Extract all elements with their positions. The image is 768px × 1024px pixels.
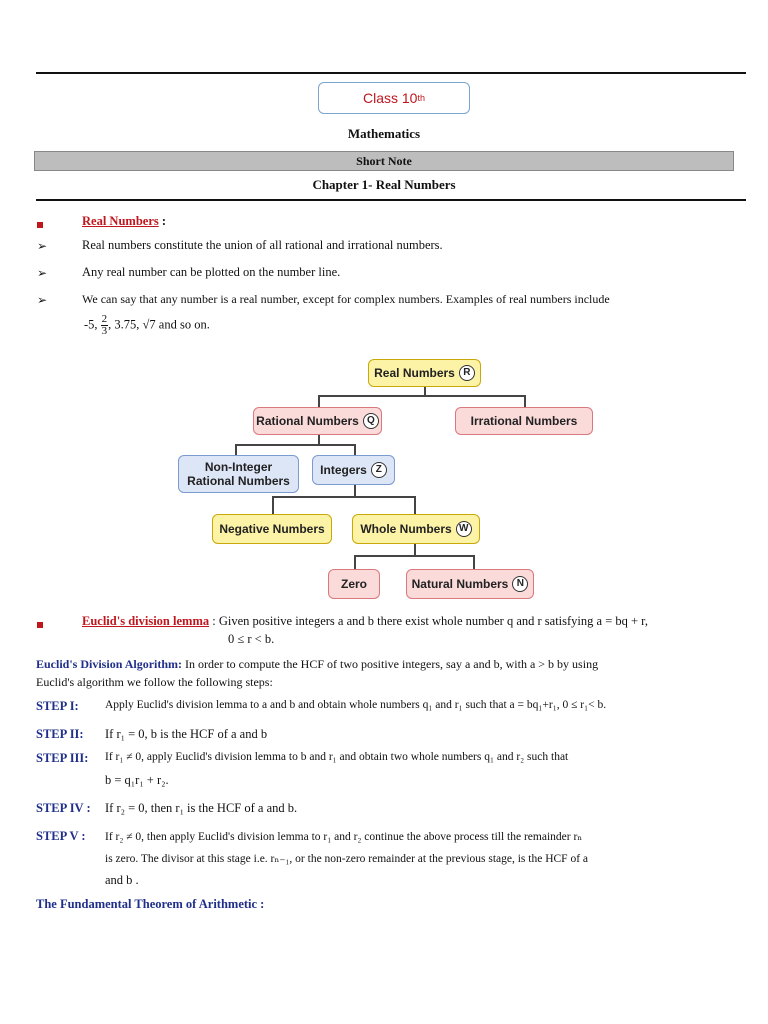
step-2-label: STEP II: [36, 727, 84, 741]
bullet-3: We can say that any number is a real number, except for complex numbers. Examples of real numbers include [82, 292, 610, 306]
node-non-integer-line1: Non-Integer [204, 460, 273, 474]
step-1-label: STEP I: [36, 699, 79, 713]
example-suffix: and so on. [155, 317, 210, 332]
step-3-text: If r₁ ≠ 0, apply Euclid's division lemma to b and r₁ and obtain two whole numbers q₁ and r₂ such that [105, 751, 569, 763]
euclid-lemma-row [82, 614, 648, 629]
step-3-text2: b = q₁r₁ + r₂. [105, 773, 169, 787]
example-prefix: -5, [84, 317, 101, 332]
symbol-q-icon: Q [363, 413, 379, 429]
step-2-text: If r₁ = 0, b is the HCF of a and b [105, 727, 268, 741]
node-integers-label: Integers [320, 463, 367, 477]
step-5-text: If r₂ ≠ 0, then apply Euclid's division lemma to r₁ and r₂ continue the above process till the remainder rₙ [105, 831, 583, 843]
arrow-bullet-icon: ➢ [37, 266, 48, 280]
fraction-num: 2 [101, 313, 108, 325]
node-zero-label: Zero [340, 577, 367, 591]
node-negative-numbers [212, 514, 332, 544]
fraction-den: 3 [101, 325, 108, 337]
fundamental-theorem-heading: The Fundamental Theorem of Arithmetic : [36, 897, 265, 911]
node-natural-label: Natural Numbers [411, 577, 509, 591]
examples-line [84, 314, 210, 337]
step-4-text: If r₂ = 0, then r₁ is the HCF of a and b. [105, 801, 298, 815]
connector-line [473, 555, 475, 569]
connector-line [272, 496, 274, 514]
symbol-r-icon: R [459, 365, 475, 381]
arrow-bullet-icon: ➢ [37, 239, 48, 253]
node-integers [312, 455, 395, 485]
node-negative-label: Negative Numbers [219, 522, 325, 536]
node-whole-numbers [352, 514, 480, 544]
algorithm-text2: Euclid's algorithm we follow the following steps: [36, 675, 273, 689]
real-numbers-heading-row [82, 214, 166, 229]
bullet-1: Real numbers constitute the union of all rational and irrational numbers. [82, 238, 443, 252]
connector-line [272, 496, 415, 498]
class-badge [318, 82, 470, 114]
class-label: Class 10 [363, 90, 418, 106]
connector-line [318, 395, 525, 397]
example-mid: , 3.75, √7 [108, 317, 156, 332]
node-real-label: Real Numbers [374, 366, 455, 380]
chapter-rule [36, 199, 746, 201]
square-bullet-icon [37, 622, 43, 628]
connector-line [414, 496, 416, 514]
top-rule [36, 72, 746, 74]
arrow-bullet-icon: ➢ [37, 293, 48, 307]
node-natural-numbers [406, 569, 534, 599]
node-whole-label: Whole Numbers [360, 522, 452, 536]
step-3-label: STEP III: [36, 751, 89, 765]
node-irrational-label: Irrational Numbers [470, 414, 578, 428]
short-note-band: Short Note [34, 151, 734, 171]
connector-line [354, 555, 474, 557]
bullet-2: Any real number can be plotted on the number line. [82, 265, 341, 279]
connector-line [354, 555, 356, 569]
euclid-lemma-text: : Given positive integers a and b there exist whole number q and r satisfying a = bq + r, [209, 614, 648, 628]
algorithm-text1: In order to compute the HCF of two positive integers, say a and b, with a > b by using [182, 657, 599, 671]
step-5-label: STEP V : [36, 829, 86, 843]
step-1-text: Apply Euclid's division lemma to a and b and obtain whole numbers q₁ and r₁ such that a = bq₁+r₁, 0 ≤ r₁< b. [105, 699, 607, 711]
step-5-text3: and b . [105, 873, 139, 887]
chapter-title: Chapter 1- Real Numbers [312, 177, 456, 192]
connector-line [235, 444, 355, 446]
heading-colon: : [158, 214, 167, 228]
real-numbers-heading: Real Numbers [82, 214, 159, 228]
node-rational-label: Rational Numbers [256, 414, 359, 428]
step-4-label: STEP IV : [36, 801, 91, 815]
algorithm-heading: Euclid's Division Algorithm: [36, 657, 183, 671]
class-sup: th [417, 93, 425, 103]
symbol-z-icon: Z [371, 462, 387, 478]
symbol-w-icon: W [456, 521, 472, 537]
square-bullet-icon [37, 222, 43, 228]
node-non-integer-line2: Rational Numbers [187, 474, 290, 488]
node-zero [328, 569, 380, 599]
symbol-n-icon: N [512, 576, 528, 592]
node-rational-numbers [253, 407, 382, 435]
node-non-integer-rational [178, 455, 299, 493]
euclid-lemma-line2: 0 ≤ r < b. [228, 632, 275, 646]
node-irrational-numbers [455, 407, 593, 435]
euclid-lemma-heading: Euclid's division lemma [82, 614, 210, 628]
node-real-numbers [368, 359, 481, 387]
subject-title: Mathematics [347, 126, 421, 141]
algorithm-row [36, 657, 598, 672]
step-5-text2: is zero. The divisor at this stage i.e. rₙ₋₁, or the non-zero remainder at the previous stage, is the HCF of a [105, 853, 589, 865]
